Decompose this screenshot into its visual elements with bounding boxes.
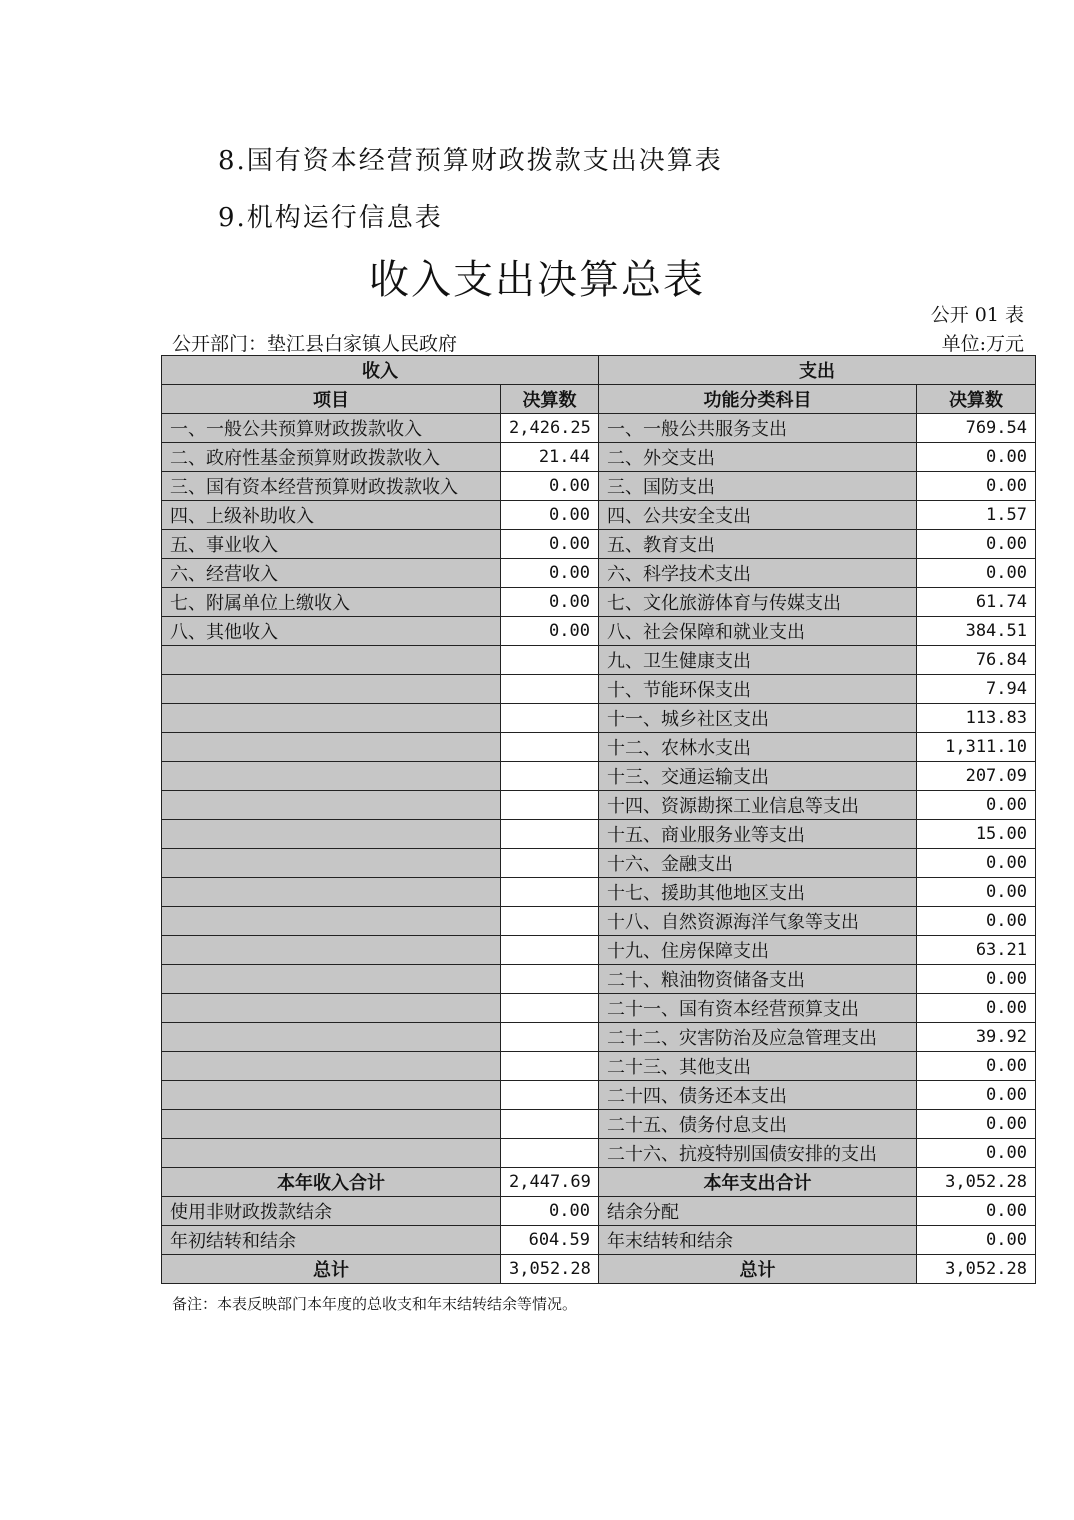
summary-right-value: 0.00 (917, 1226, 1036, 1255)
table-code: 公开 01 表 (930, 304, 1024, 326)
expense-item-value: 0.00 (917, 791, 1036, 820)
expense-item-label: 十三、交通运输支出 (599, 762, 917, 791)
summary-right-value: 3,052.28 (917, 1168, 1036, 1197)
table-row (162, 820, 1036, 849)
expense-item-label: 二十五、债务付息支出 (599, 1110, 917, 1139)
table-row (162, 762, 1036, 791)
expense-item-value: 0.00 (917, 878, 1036, 907)
income-item-value (501, 1139, 599, 1168)
income-item-label (162, 1052, 501, 1081)
expense-item-label: 十八、自然资源海洋气象等支出 (599, 907, 917, 936)
expense-item-value: 0.00 (917, 530, 1036, 559)
expense-item-label: 十二、农林水支出 (599, 733, 917, 762)
income-item-label: 五、事业收入 (162, 530, 501, 559)
income-item-value: 0.00 (501, 472, 599, 501)
expense-item-value: 76.84 (917, 646, 1036, 675)
expense-item-label: 六、科学技术支出 (599, 559, 917, 588)
toc-item-9: 9.机构运行信息表 (218, 203, 443, 233)
expense-item-value: 1,311.10 (917, 733, 1036, 762)
table-row (162, 1081, 1036, 1110)
expense-item-value: 0.00 (917, 1081, 1036, 1110)
footnote: 备注：本表反映部门本年度的总收支和年末结转结余等情况。 (172, 1295, 578, 1313)
expense-item-label: 十七、援助其他地区支出 (599, 878, 917, 907)
expense-item-label: 十一、城乡社区支出 (599, 704, 917, 733)
income-item-label (162, 675, 501, 704)
table-row (162, 472, 1036, 501)
expense-item-value: 0.00 (917, 559, 1036, 588)
income-item-value (501, 1081, 599, 1110)
expense-item-value: 0.00 (917, 849, 1036, 878)
expense-amount-column-header: 决算数 (917, 385, 1036, 414)
table-row (162, 530, 1036, 559)
income-item-label (162, 994, 501, 1023)
income-item-value: 0.00 (501, 588, 599, 617)
expense-item-label: 十六、金融支出 (599, 849, 917, 878)
expense-item-value: 15.00 (917, 820, 1036, 849)
income-item-value (501, 1052, 599, 1081)
table-row (162, 414, 1036, 443)
expense-item-label: 十、节能环保支出 (599, 675, 917, 704)
expense-item-label: 二、外交支出 (599, 443, 917, 472)
expense-item-value: 0.00 (917, 472, 1036, 501)
summary-row (162, 1168, 1036, 1197)
table-row (162, 617, 1036, 646)
expense-item-value: 39.92 (917, 1023, 1036, 1052)
income-item-label (162, 965, 501, 994)
table-row (162, 791, 1036, 820)
summary-left-label: 本年收入合计 (162, 1168, 501, 1197)
table-row (162, 704, 1036, 733)
summary-right-label: 本年支出合计 (599, 1168, 917, 1197)
summary-right-value: 3,052.28 (917, 1255, 1036, 1284)
expense-item-label: 二十一、国有资本经营预算支出 (599, 994, 917, 1023)
income-item-value (501, 1110, 599, 1139)
summary-right-label: 结余分配 (599, 1197, 917, 1226)
expense-item-label: 一、一般公共服务支出 (599, 414, 917, 443)
expense-item-value: 63.21 (917, 936, 1036, 965)
expense-item-value: 0.00 (917, 965, 1036, 994)
income-header: 收入 (162, 356, 599, 385)
item-column-header: 项目 (162, 385, 501, 414)
income-item-label (162, 791, 501, 820)
income-item-label (162, 1023, 501, 1052)
summary-left-value: 3,052.28 (501, 1255, 599, 1284)
income-item-value (501, 994, 599, 1023)
expense-item-value: 113.83 (917, 704, 1036, 733)
expense-item-label: 十九、住房保障支出 (599, 936, 917, 965)
expense-item-label: 八、社会保障和就业支出 (599, 617, 917, 646)
expense-item-label: 九、卫生健康支出 (599, 646, 917, 675)
income-item-value (501, 646, 599, 675)
income-item-label: 二、政府性基金预算财政拨款收入 (162, 443, 501, 472)
summary-right-label: 年末结转和结余 (599, 1226, 917, 1255)
expense-item-label: 二十二、灾害防治及应急管理支出 (599, 1023, 917, 1052)
income-item-value: 21.44 (501, 443, 599, 472)
table-row (162, 1139, 1036, 1168)
income-item-value (501, 762, 599, 791)
income-item-label: 三、国有资本经营预算财政拨款收入 (162, 472, 501, 501)
table-row (162, 849, 1036, 878)
income-item-value: 0.00 (501, 501, 599, 530)
unit-label: 单位:万元 (941, 333, 1024, 355)
table-row (162, 559, 1036, 588)
income-item-value: 0.00 (501, 559, 599, 588)
table-row (162, 994, 1036, 1023)
table-row (162, 733, 1036, 762)
income-item-label: 八、其他收入 (162, 617, 501, 646)
income-item-value: 0.00 (501, 530, 599, 559)
expense-item-label: 二十六、抗疫特别国债安排的支出 (599, 1139, 917, 1168)
budget-table (161, 355, 1036, 1284)
summary-left-value: 0.00 (501, 1197, 599, 1226)
expense-item-value: 0.00 (917, 1139, 1036, 1168)
expense-item-label: 十四、资源勘探工业信息等支出 (599, 791, 917, 820)
income-item-value (501, 820, 599, 849)
income-item-label (162, 936, 501, 965)
expense-item-value: 1.57 (917, 501, 1036, 530)
income-item-value (501, 733, 599, 762)
income-item-value (501, 965, 599, 994)
income-item-value (501, 936, 599, 965)
income-amount-column-header: 决算数 (501, 385, 599, 414)
summary-left-label: 使用非财政拨款结余 (162, 1197, 501, 1226)
summary-row (162, 1226, 1036, 1255)
income-item-value (501, 849, 599, 878)
table-group-header-row (162, 356, 1036, 385)
expense-item-value: 0.00 (917, 443, 1036, 472)
income-item-value (501, 1023, 599, 1052)
income-item-label: 一、一般公共预算财政拨款收入 (162, 414, 501, 443)
toc-item-8: 8.国有资本经营预算财政拨款支出决算表 (218, 146, 723, 176)
summary-left-value: 604.59 (501, 1226, 599, 1255)
table-row (162, 907, 1036, 936)
income-item-value (501, 791, 599, 820)
expense-item-value: 7.94 (917, 675, 1036, 704)
income-item-label (162, 646, 501, 675)
expense-item-label: 二十、粮油物资储备支出 (599, 965, 917, 994)
table-row (162, 646, 1036, 675)
table-row (162, 936, 1036, 965)
table-row (162, 1052, 1036, 1081)
table-row (162, 443, 1036, 472)
income-item-label (162, 762, 501, 791)
table-row (162, 965, 1036, 994)
income-item-label: 七、附属单位上缴收入 (162, 588, 501, 617)
income-item-label: 四、上级补助收入 (162, 501, 501, 530)
expense-header: 支出 (599, 356, 1036, 385)
expense-item-value: 61.74 (917, 588, 1036, 617)
income-item-value: 2,426.25 (501, 414, 599, 443)
income-item-label (162, 878, 501, 907)
expense-item-label: 五、教育支出 (599, 530, 917, 559)
summary-row (162, 1255, 1036, 1284)
expense-item-value: 0.00 (917, 1052, 1036, 1081)
income-item-value (501, 675, 599, 704)
income-item-value (501, 878, 599, 907)
table-row (162, 1023, 1036, 1052)
summary-left-label: 年初结转和结余 (162, 1226, 501, 1255)
summary-row (162, 1197, 1036, 1226)
income-item-value (501, 704, 599, 733)
expense-item-value: 0.00 (917, 907, 1036, 936)
expense-item-label: 二十三、其他支出 (599, 1052, 917, 1081)
table-row (162, 675, 1036, 704)
expense-item-value: 384.51 (917, 617, 1036, 646)
expense-item-label: 三、国防支出 (599, 472, 917, 501)
income-item-label (162, 1081, 501, 1110)
expense-item-label: 四、公共安全支出 (599, 501, 917, 530)
income-item-label (162, 733, 501, 762)
summary-right-label: 总计 (599, 1255, 917, 1284)
table-column-header-row (162, 385, 1036, 414)
summary-left-label: 总计 (162, 1255, 501, 1284)
department-label: 公开部门：垫江县白家镇人民政府 (172, 333, 458, 355)
expense-item-value: 207.09 (917, 762, 1036, 791)
expense-item-label: 七、文化旅游体育与传媒支出 (599, 588, 917, 617)
summary-left-value: 2,447.69 (501, 1168, 599, 1197)
expense-item-label: 二十四、债务还本支出 (599, 1081, 917, 1110)
income-item-value (501, 907, 599, 936)
expense-item-value: 0.00 (917, 994, 1036, 1023)
page-title: 收入支出决算总表 (369, 257, 705, 303)
table-row (162, 501, 1036, 530)
income-item-label (162, 849, 501, 878)
table-row (162, 1110, 1036, 1139)
category-column-header: 功能分类科目 (599, 385, 917, 414)
income-item-label (162, 704, 501, 733)
expense-item-value: 0.00 (917, 1110, 1036, 1139)
income-item-label (162, 1139, 501, 1168)
income-item-label (162, 1110, 501, 1139)
summary-right-value: 0.00 (917, 1197, 1036, 1226)
income-item-label (162, 907, 501, 936)
income-item-label: 六、经营收入 (162, 559, 501, 588)
expense-item-label: 十五、商业服务业等支出 (599, 820, 917, 849)
income-item-value: 0.00 (501, 617, 599, 646)
table-row (162, 878, 1036, 907)
income-item-label (162, 820, 501, 849)
table-row (162, 588, 1036, 617)
expense-item-value: 769.54 (917, 414, 1036, 443)
